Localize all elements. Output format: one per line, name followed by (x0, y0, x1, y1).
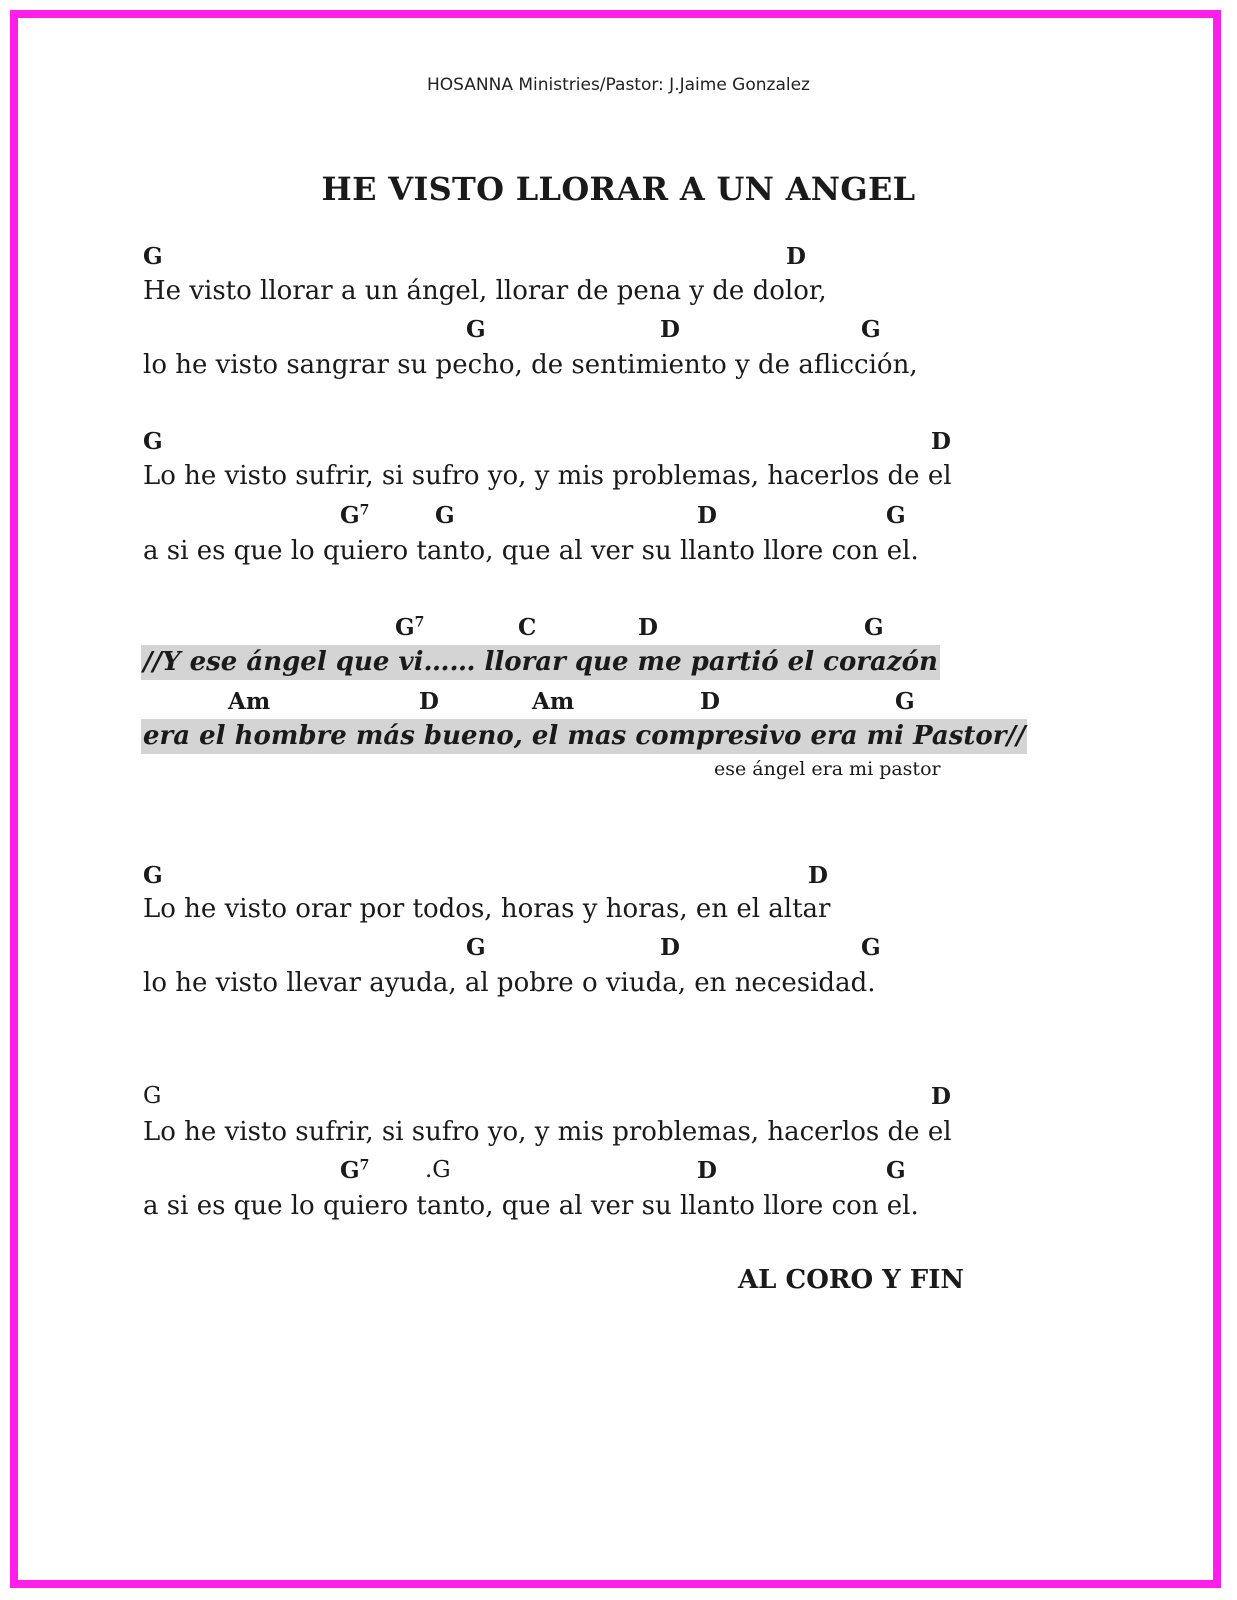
chord-g: G (886, 502, 906, 529)
lyric-line: Lo he visto orar por todos, horas y horas, en el altar (143, 894, 831, 924)
chord-g: G (143, 862, 163, 889)
chord-g: G (861, 934, 881, 961)
chord-g: G (864, 614, 884, 641)
lyric-line: Lo he visto sufrir, si sufro yo, y mis problemas, hacerlos de el (143, 461, 952, 491)
chord-d: D (660, 934, 680, 961)
chord-g7: $G^7$ (340, 1157, 370, 1184)
chord-am: Am (228, 688, 271, 715)
page-header: HOSANNA Ministries/Pastor: J.Jaime Gonzalez (427, 75, 810, 95)
chorus-note: ese ángel era mi pastor (714, 758, 941, 780)
chord-d: D (660, 316, 680, 343)
song-title: HE VISTO LLORAR A UN ANGEL (321, 170, 916, 208)
chord-am: Am (532, 688, 575, 715)
lyric-line: a si es que lo quiero tanto, que al ver su llanto llore con el. (143, 1191, 919, 1221)
chord-d: D (931, 1083, 951, 1110)
chord-d: D (931, 428, 951, 455)
lyric-line: lo he visto sangrar su pecho, de sentimiento y de aflicción, (143, 350, 918, 380)
lyric-line: He visto llorar a un ángel, llorar de pena y de dolor, (143, 276, 827, 306)
chorus-line: //Y ese ángel que vi…… llorar que me partió el corazón (141, 645, 940, 680)
chord-d: D (419, 688, 439, 715)
chord-g: G (895, 688, 915, 715)
chord-d: D (786, 243, 806, 270)
chord-g: G (143, 428, 163, 455)
chord-d: D (697, 1157, 717, 1184)
chord-d: D (700, 688, 720, 715)
chord-g: .G (425, 1157, 451, 1183)
chord-g7: $G^7$ (340, 502, 370, 529)
chord-g7: $G^7$ (395, 614, 425, 641)
chord-d: D (697, 502, 717, 529)
lyric-line: a si es que lo quiero tanto, que al ver su llanto llore con el. (143, 536, 919, 566)
chord-d: D (638, 614, 658, 641)
page-border (10, 10, 1221, 1588)
chord-g: G (435, 502, 455, 529)
chord-g: G (466, 934, 486, 961)
chord-g: G (143, 243, 163, 270)
lyric-line: Lo he visto sufrir, si sufro yo, y mis problemas, hacerlos de el (143, 1117, 952, 1147)
chord-c: C (518, 614, 537, 641)
lyric-line: lo he visto llevar ayuda, al pobre o viuda, en necesidad. (143, 968, 876, 998)
chord-g: G (466, 316, 486, 343)
chord-g: G (861, 316, 881, 343)
chorus-line: era el hombre más bueno, el mas compresivo era mi Pastor// (141, 719, 1027, 754)
chord-d: D (808, 862, 828, 889)
chord-g: G (143, 1083, 162, 1109)
chord-g: G (886, 1157, 906, 1184)
ending-instruction: AL CORO Y FIN (738, 1265, 965, 1295)
